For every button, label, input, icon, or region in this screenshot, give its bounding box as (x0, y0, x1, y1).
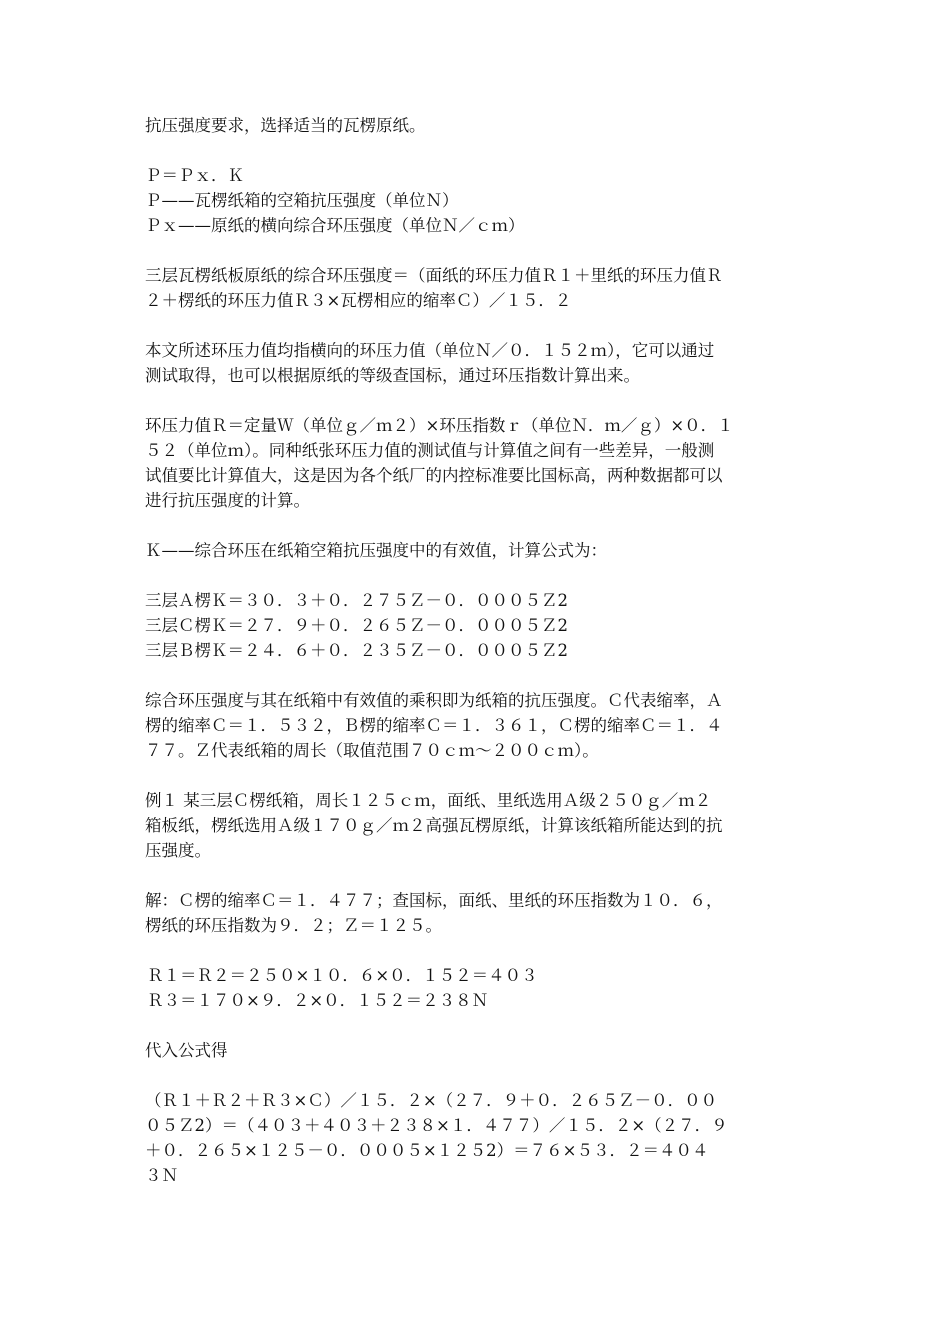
text-line: 三层瓦楞纸板原纸的综合环压强度＝（面纸的环压力值Ｒ１＋里纸的环压力值Ｒ (145, 266, 723, 285)
ring-crush-note-paragraph (145, 338, 810, 388)
text-line: 综合环压强度与其在纸箱中有效值的乘积即为纸箱的抗压强度。Ｃ代表缩率，Ａ (145, 691, 723, 710)
text-line: 楞纸的环压指数为９．２；Ｚ＝１２５。 (145, 916, 442, 935)
text-line: 试值要比计算值大，这是因为各个纸厂的内控标准要比国标高，两种数据都可以 (145, 466, 723, 485)
text-line: ０５Ｚ2）＝（４０３＋４０３＋２３８×１．４７７）／１５．２×（２７．９ (145, 1116, 728, 1135)
text-line: 楞的缩率Ｃ＝１．５３２，Ｂ楞的缩率Ｃ＝１．３６１，Ｃ楞的缩率Ｃ＝１．４ (145, 716, 723, 735)
text-line: 压强度。 (145, 841, 211, 860)
document-body (145, 113, 810, 1213)
text-line: ３Ｎ (145, 1166, 178, 1185)
text-line: Ｐ——瓦楞纸箱的空箱抗压强度（单位Ｎ） (145, 191, 459, 210)
text-line: 本文所述环压力值均指横向的环压力值（单位Ｎ／０．１５２ｍ），它可以通过 (145, 341, 715, 360)
text-line: Ｒ３＝１７０×９．２×０．１５２＝２３８Ｎ (147, 991, 489, 1010)
example-paragraph (145, 788, 810, 863)
text-line: Ｐ＝Ｐｘ．Ｋ (145, 166, 244, 185)
text-line: 箱板纸，楞纸选用Ａ级１７０ｇ／ｍ２高强瓦楞原纸，计算该纸箱所能达到的抗 (145, 816, 723, 835)
text-line: 进行抗压强度的计算。 (145, 491, 310, 510)
text-line: ５２（单位ｍ）。同种纸张环压力值的测试值与计算值之间有一些差异，一般测 (145, 441, 715, 460)
solution-paragraph (145, 888, 810, 938)
text-line: Ｐｘ——原纸的横向综合环压强度（单位Ｎ／ｃｍ） (145, 216, 525, 235)
final-calculation (145, 1088, 810, 1188)
ring-crush-paragraph (145, 263, 810, 313)
text-line: 三层Ｂ楞Ｋ＝２４．６＋０．２３５Ｚ－０．０００５Ｚ2 (145, 641, 568, 660)
k-definition-paragraph (145, 538, 810, 563)
text-line: 解：Ｃ楞的缩率Ｃ＝１．４７７；查国标，面纸、里纸的环压指数为１０．６， (145, 891, 723, 910)
text-line: 例１ 某三层Ｃ楞纸箱，周长１２５ｃｍ，面纸、里纸选用Ａ级２５０ｇ／ｍ２ (145, 791, 712, 810)
formula-definition (145, 163, 810, 238)
ring-crush-value-paragraph (145, 413, 810, 513)
text-line: 代入公式得 (145, 1041, 228, 1060)
k-formulas (145, 588, 810, 663)
text-line: 抗压强度要求，选择适当的瓦楞原纸。 (145, 116, 426, 135)
text-line: ＋０．２６５×１２５－０．０００５×１２５2）＝７６×５３．２＝４０４ (145, 1141, 709, 1160)
text-line: ２＋楞纸的环压力值Ｒ３×瓦楞相应的缩率Ｃ）／１５．２ (145, 291, 572, 310)
text-line: Ｒ１＝Ｒ２＝２５０×１０．６×０．１５２＝４０３ (147, 966, 538, 985)
text-line: 三层Ａ楞Ｋ＝３０．３＋０．２７５Ｚ－０．０００５Ｚ2 (145, 591, 568, 610)
text-line: ７７。Ｚ代表纸箱的周长（取值范围７０ｃｍ～２００ｃｍ）。 (145, 741, 599, 760)
text-line: Ｋ——综合环压在纸箱空箱抗压强度中的有效值，计算公式为： (145, 541, 607, 560)
substitute-paragraph (145, 1038, 810, 1063)
intro-paragraph (145, 113, 810, 138)
r-values (145, 963, 810, 1013)
text-line: 三层Ｃ楞Ｋ＝２７．９＋０．２６５Ｚ－０．０００５Ｚ2 (145, 616, 568, 635)
text-line: 测试取得，也可以根据原纸的等级查国标，通过环压指数计算出来。 (145, 366, 640, 385)
text-line: 环压力值Ｒ＝定量Ｗ（单位ｇ／ｍ２）×环压指数ｒ（单位Ｎ．ｍ／ｇ）×０．１ (145, 416, 734, 435)
text-line: （Ｒ１＋Ｒ２＋Ｒ３×Ｃ）／１５．２×（２７．９＋０．２６５Ｚ－０．００ (145, 1091, 718, 1110)
shrink-rate-paragraph (145, 688, 810, 763)
